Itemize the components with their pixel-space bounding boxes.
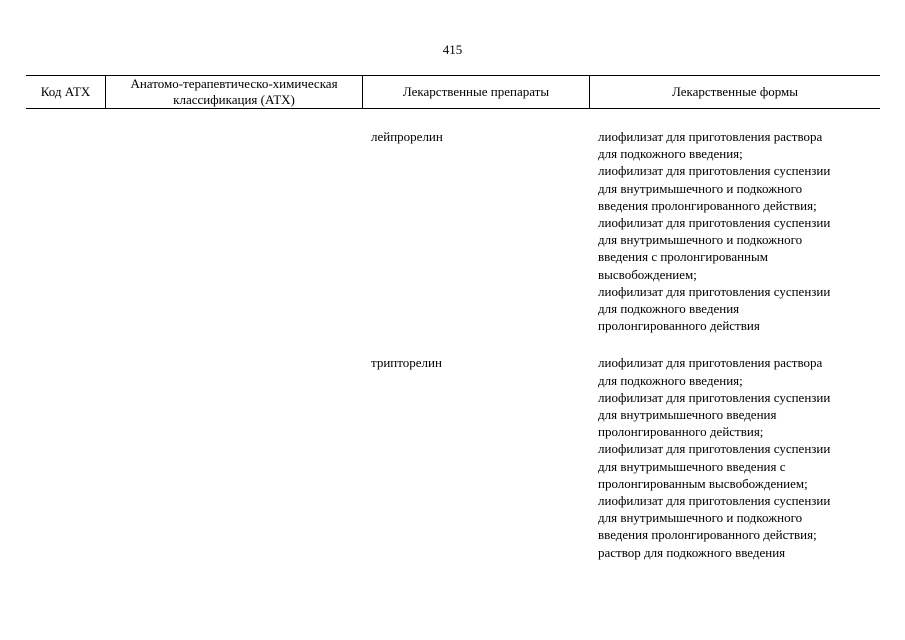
header-atc-classification: Анатомо-терапевтическо-химическая классификация (АТХ): [106, 76, 363, 108]
dosage-form-line: лиофилизат для приготовления суспензии: [598, 389, 831, 405]
dosage-form-line: для внутримышечного и подкожного: [598, 180, 803, 196]
header-atc-code: Код АТХ: [26, 76, 106, 108]
dosage-form-line: для подкожного введения;: [598, 372, 743, 388]
cell-atc-classification: [106, 128, 363, 334]
dosage-form-line: для внутримышечного введения: [598, 407, 777, 423]
page-number: 415: [442, 42, 463, 57]
table-row: [26, 354, 880, 560]
dosage-form-line: для подкожного введения;: [598, 146, 743, 162]
header-dosage-forms: Лекарственные формы: [671, 84, 799, 99]
cell-drug-name: трипторелин: [371, 355, 442, 371]
table-header: [26, 75, 880, 109]
dosage-form-line: раствор для подкожного введения: [598, 544, 786, 560]
cell-atc-code: [26, 354, 106, 560]
dosage-form-line: введения пролонгированного действия;: [598, 527, 817, 543]
dosage-form-line: лиофилизат для приготовления суспензии: [598, 163, 831, 179]
table-row: [26, 128, 880, 334]
dosage-form-line: высвобождением;: [598, 266, 697, 282]
cell-dosage-forms: [590, 128, 880, 334]
dosage-form-line: для внутримышечного введения с: [598, 458, 786, 474]
dosage-form-line: пролонгированного действия;: [598, 424, 764, 440]
dosage-form-line: пролонгированного действия: [598, 318, 760, 334]
dosage-form-line: лиофилизат для приготовления раствора: [598, 129, 823, 144]
cell-atc-code: [26, 128, 106, 334]
dosage-form-line: введения с пролонгированным: [598, 249, 768, 265]
cell-dosage-forms: [590, 354, 880, 560]
dosage-form-line: лиофилизат для приготовления раствора: [598, 355, 823, 371]
dosage-form-line: для подкожного введения: [598, 301, 740, 317]
table-body: [26, 128, 880, 581]
cell-drug-name: лейпрорелин: [371, 129, 443, 144]
cell-atc-classification: [106, 354, 363, 560]
dosage-form-line: для внутримышечного и подкожного: [598, 510, 803, 526]
dosage-form-line: лиофилизат для приготовления суспензии: [598, 493, 831, 509]
dosage-form-line: лиофилизат для приготовления суспензии: [598, 215, 831, 231]
dosage-form-line: для внутримышечного и подкожного: [598, 232, 803, 248]
dosage-form-line: введения пролонгированного действия;: [598, 197, 817, 213]
header-medicines: Лекарственные препараты: [363, 76, 590, 108]
dosage-form-line: лиофилизат для приготовления суспензии: [598, 283, 831, 299]
dosage-form-line: пролонгированным высвобождением;: [598, 475, 808, 491]
dosage-form-line: лиофилизат для приготовления суспензии: [598, 441, 831, 457]
